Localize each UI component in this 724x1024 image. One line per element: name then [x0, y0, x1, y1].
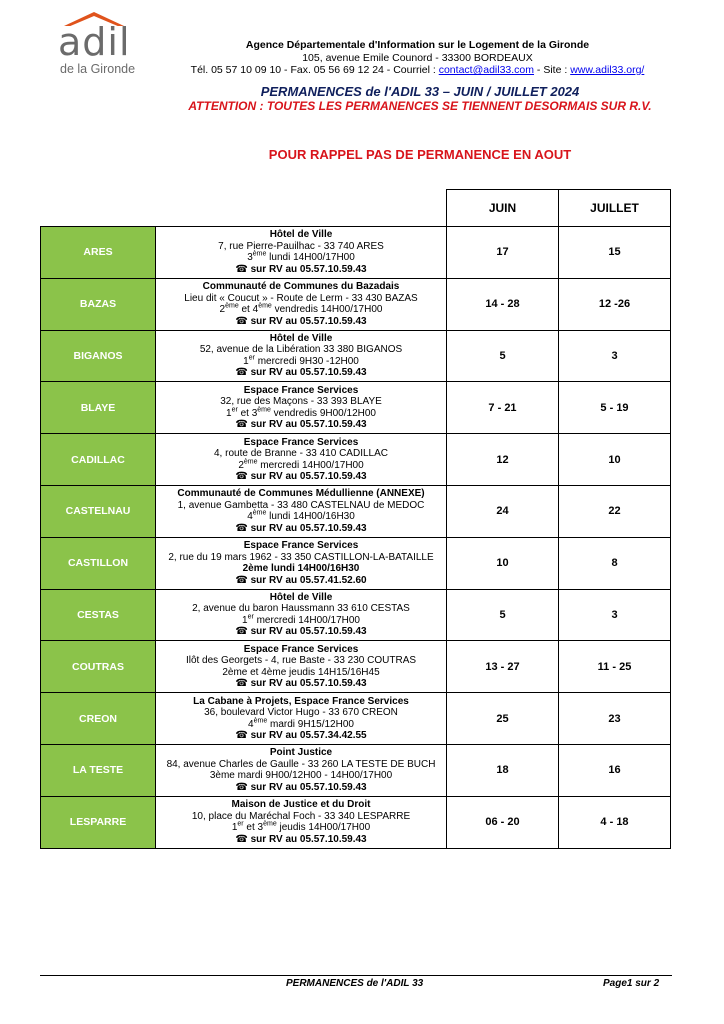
phone-icon: ☎	[235, 781, 248, 793]
location-cell	[156, 693, 447, 745]
appointment-line: ☎ sur RV au 05.57.10.59.43	[235, 781, 367, 793]
city-cell: BIGANOS	[41, 330, 156, 382]
column-header-juin: JUIN	[447, 190, 559, 227]
venue-name: Espace France Services	[243, 643, 359, 655]
venue-address: Lieu dit « Coucut » - Route de Lerm - 33 430 BAZAS	[184, 292, 418, 304]
juin-dates: 17	[447, 227, 559, 279]
location-cell	[156, 589, 447, 641]
location-cell	[156, 330, 447, 382]
venue-address: 84, avenue Charles de Gaulle - 33 260 LA TESTE DE BUCH	[166, 758, 436, 770]
schedule: 3ème mardi 9H00/12H00 - 14H00/17H00	[209, 770, 393, 782]
venue-address: 2, avenue du baron Haussmann 33 610 CESTAS	[192, 603, 410, 615]
table-header-row	[41, 190, 671, 227]
footer-title: PERMANENCES de l'ADIL 33	[286, 978, 424, 989]
org-address: 105, avenue Emile Counord - 33300 BORDEAUX	[302, 51, 533, 64]
juillet-dates: 15	[559, 227, 671, 279]
city-cell: CASTILLON	[41, 537, 156, 589]
phone-icon: ☎	[235, 626, 248, 638]
reminder-notice: POUR RAPPEL PAS DE PERMANENCE EN AOUT	[268, 147, 572, 162]
juin-dates: 14 - 28	[447, 278, 559, 330]
table-row	[41, 330, 671, 382]
venue-name: Espace France Services	[243, 540, 359, 552]
juin-dates: 13 - 27	[447, 641, 559, 693]
appointment-line: ☎ sur RV au 05.57.10.59.43	[235, 522, 367, 534]
schedule: 4ème mardi 9H15/12H00	[248, 717, 354, 730]
juin-dates: 18	[447, 744, 559, 796]
location-cell	[156, 744, 447, 796]
page-number: Page1 sur 2	[603, 978, 660, 989]
phone-icon: ☎	[235, 367, 248, 379]
juin-dates: 24	[447, 485, 559, 537]
page-title: PERMANENCES de l'ADIL 33 – JUIN / JUILLET 2024	[260, 84, 580, 99]
appointment-line: ☎ sur RV au 05.57.10.59.43	[235, 263, 367, 275]
schedule: 2ème et 4ème vendredis 14H00/17H00	[219, 302, 383, 316]
website-link[interactable]: www.adil33.org/	[570, 64, 645, 76]
venue-address: 7, rue Pierre-Pauilhac - 33 740 ARES	[218, 240, 384, 252]
appointment-line: ☎ sur RV au 05.57.10.59.43	[235, 626, 367, 638]
juin-dates: 12	[447, 434, 559, 486]
city-cell: LA TESTE	[41, 744, 156, 796]
schedule: 1er et 3ème jeudis 14H00/17H00	[231, 820, 371, 834]
location-cell	[156, 485, 447, 537]
juillet-dates: 12 -26	[559, 278, 671, 330]
venue-name: La Cabane à Projets, Espace France Services	[193, 695, 409, 707]
footer-divider	[40, 975, 672, 976]
juillet-dates: 23	[559, 693, 671, 745]
venue-name: Hôtel de Ville	[269, 229, 333, 241]
appointment-line: ☎ sur RV au 05.57.41.52.60	[235, 574, 367, 586]
table-row	[41, 796, 671, 848]
email-link[interactable]: contact@adil33.com	[438, 64, 535, 76]
venue-address: 4, route de Branne - 33 410 CADILLAC	[214, 448, 388, 460]
location-cell	[156, 641, 447, 693]
phone-icon: ☎	[235, 833, 248, 845]
phone-icon: ☎	[235, 522, 248, 534]
schedule: 1er mercredi 9H30 -12H00	[243, 354, 359, 367]
attention-notice: ATTENTION : TOUTES LES PERMANENCES SE TIENNENT DESORMAIS SUR R.V.	[188, 99, 652, 113]
city-cell: CESTAS	[41, 589, 156, 641]
juillet-dates: 3	[559, 589, 671, 641]
org-contact: Tél. 05 57 10 09 10 - Fax. 05 56 69 12 24 - Courriel : contact@adil33.com - Site : www.adil33.org/	[190, 64, 645, 76]
juillet-dates: 16	[559, 744, 671, 796]
phone-icon: ☎	[235, 574, 248, 586]
location-cell	[156, 382, 447, 434]
letterhead	[150, 39, 685, 77]
city-cell: CASTELNAU	[41, 485, 156, 537]
city-cell: LESPARRE	[41, 796, 156, 848]
venue-address: 32, rue des Maçons - 33 393 BLAYE	[220, 396, 382, 408]
table-row	[41, 278, 671, 330]
location-cell	[156, 434, 447, 486]
juin-dates: 7 - 21	[447, 382, 559, 434]
juillet-dates: 8	[559, 537, 671, 589]
table-row	[41, 434, 671, 486]
venue-name: Maison de Justice et du Droit	[231, 799, 371, 811]
juillet-dates: 3	[559, 330, 671, 382]
city-cell: BLAYE	[41, 382, 156, 434]
schedule: 2ème et 4ème jeudis 14H15/16H45	[222, 666, 380, 678]
venue-address: 36, boulevard Victor Hugo - 33 670 CREON	[204, 707, 398, 719]
table-row	[41, 693, 671, 745]
juin-dates: 10	[447, 537, 559, 589]
phone-icon: ☎	[235, 678, 248, 690]
venue-name: Espace France Services	[243, 384, 359, 396]
table-row	[41, 382, 671, 434]
table-row	[41, 537, 671, 589]
venue-name: Hôtel de Ville	[269, 591, 333, 603]
phone-icon: ☎	[235, 730, 248, 742]
table-row	[41, 485, 671, 537]
location-cell	[156, 796, 447, 848]
location-cell	[156, 537, 447, 589]
schedule: 1er mercredi 14H00/17H00	[242, 613, 360, 626]
table-row	[41, 589, 671, 641]
venue-name: Communauté de Communes Médullienne (ANNEXE)	[177, 488, 425, 500]
phone-icon: ☎	[235, 471, 248, 483]
juillet-dates: 5 - 19	[559, 382, 671, 434]
juin-dates: 25	[447, 693, 559, 745]
column-header-juillet: JUILLET	[559, 190, 671, 227]
venue-name: Point Justice	[269, 747, 333, 759]
phone-icon: ☎	[235, 315, 248, 327]
schedule: 2ème mercredi 14H00/17H00	[238, 458, 364, 471]
city-cell: CADILLAC	[41, 434, 156, 486]
table-row	[41, 641, 671, 693]
appointment-line: ☎ sur RV au 05.57.10.59.43	[235, 678, 367, 690]
location-cell	[156, 278, 447, 330]
schedule: 1er et 3ème vendredis 9H00/12H00	[226, 406, 376, 419]
location-cell	[156, 227, 447, 279]
schedule: 2ème lundi 14H00/16H30	[242, 563, 360, 575]
city-cell: CREON	[41, 693, 156, 745]
adil-logo	[58, 12, 138, 74]
schedule: 4ème lundi 14H00/16H30	[247, 510, 355, 523]
org-name: Agence Départementale d'Information sur le Logement de la Gironde	[245, 39, 590, 51]
appointment-line: ☎ sur RV au 05.57.10.59.43	[235, 833, 367, 845]
venue-address: Ilôt des Georgets - 4, rue Baste - 33 230 COUTRAS	[185, 655, 417, 667]
venue-name: Espace France Services	[243, 436, 359, 448]
juillet-dates: 10	[559, 434, 671, 486]
venue-address: 2, rue du 19 mars 1962 - 33 350 CASTILLON-LA-BATAILLE	[168, 551, 434, 563]
logo-subtitle: de la Gironde	[60, 62, 136, 76]
schedule: 3ème lundi 14H00/17H00	[247, 251, 355, 264]
permanences-table	[40, 189, 671, 849]
appointment-line: ☎ sur RV au 05.57.10.59.43	[235, 315, 367, 327]
juillet-dates: 22	[559, 485, 671, 537]
juin-dates: 5	[447, 330, 559, 382]
juin-dates: 5	[447, 589, 559, 641]
juillet-dates: 4 - 18	[559, 796, 671, 848]
city-cell: ARES	[41, 227, 156, 279]
appointment-line: ☎ sur RV au 05.57.10.59.43	[235, 367, 367, 379]
juin-dates: 06 - 20	[447, 796, 559, 848]
city-cell: BAZAS	[41, 278, 156, 330]
phone-icon: ☎	[235, 263, 248, 275]
venue-name: Communauté de Communes du Bazadais	[202, 281, 400, 293]
venue-address: 52, avenue de la Libération 33 380 BIGANOS	[199, 344, 403, 356]
venue-address: 1, avenue Gambetta - 33 480 CASTELNAU de MEDOC	[177, 499, 425, 511]
appointment-line: ☎ sur RV au 05.57.34.42.55	[235, 730, 367, 742]
phone-icon: ☎	[235, 419, 248, 431]
table-row	[41, 227, 671, 279]
city-cell: COUTRAS	[41, 641, 156, 693]
juillet-dates: 11 - 25	[559, 641, 671, 693]
venue-name: Hôtel de Ville	[269, 332, 333, 344]
logo-word: adil	[58, 20, 131, 64]
appointment-line: ☎ sur RV au 05.57.10.59.43	[235, 471, 367, 483]
appointment-line: ☎ sur RV au 05.57.10.59.43	[235, 419, 367, 431]
table-row	[41, 744, 671, 796]
venue-address: 10, place du Maréchal Foch - 33 340 LESPARRE	[191, 810, 411, 822]
